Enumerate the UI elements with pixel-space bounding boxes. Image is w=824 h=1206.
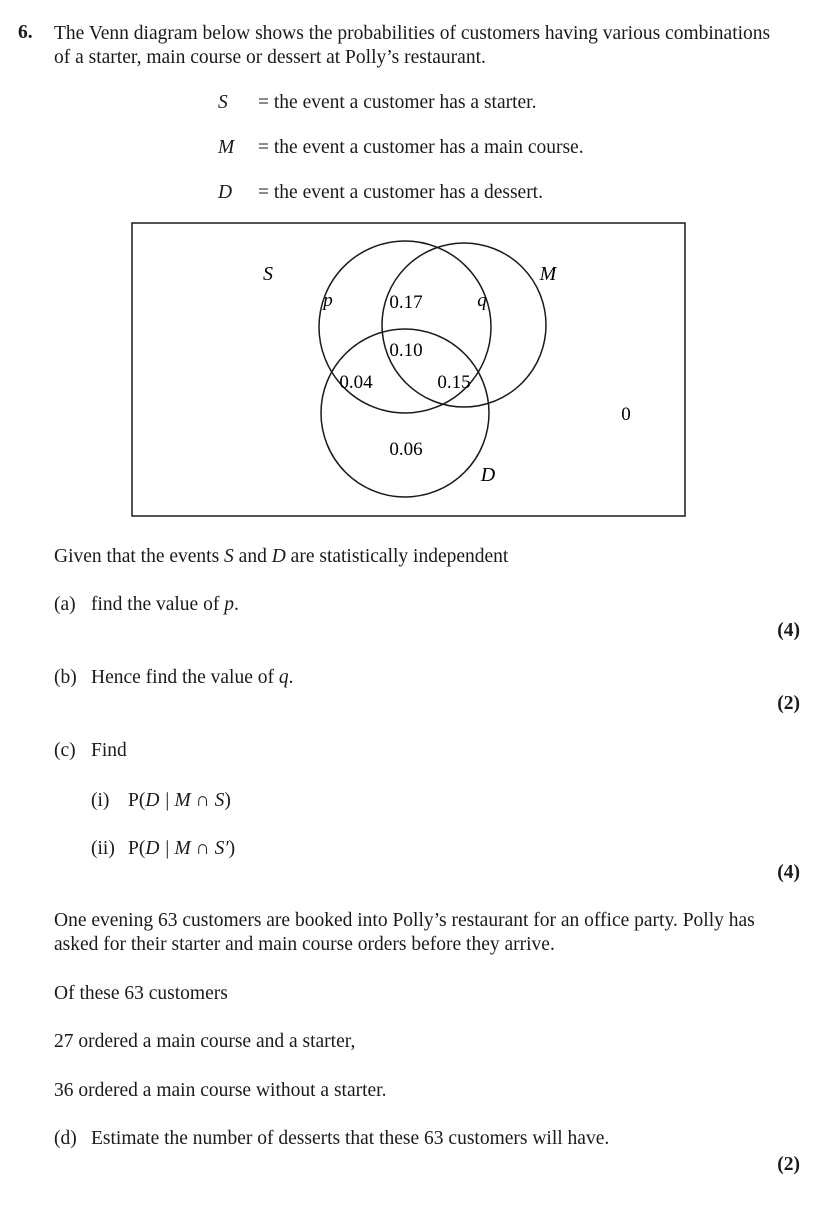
definition-symbol: D xyxy=(218,182,233,203)
label-d: D xyxy=(480,464,496,486)
part-c-i-post: ) xyxy=(224,790,231,811)
part-d xyxy=(54,1128,609,1150)
scenario-line-1: One evening 63 customers are booked into Polly’s restaurant for an office party. Polly has xyxy=(54,910,755,931)
definition-text: = the event a customer has a main course. xyxy=(258,137,584,158)
scenario-of-these: Of these 63 customers xyxy=(54,983,228,1004)
part-a-label: (a) xyxy=(54,594,76,615)
region-s-m-d: 0.10 xyxy=(389,340,423,361)
scenario-fact-2: 36 ordered a main course without a starter. xyxy=(54,1080,387,1101)
part-c-ii-pre: P( xyxy=(128,838,146,859)
definition-text: = the event a customer has a dessert. xyxy=(258,182,543,203)
part-b-var: q xyxy=(278,667,289,688)
part-d-text: Estimate the number of desserts that these 63 customers will have. xyxy=(91,1128,610,1149)
part-c-ii-expr: D | M ∩ S′ xyxy=(145,838,229,859)
question-number: 6. xyxy=(18,22,33,43)
region-s-only: p xyxy=(323,290,333,311)
definition-symbol: M xyxy=(218,137,235,158)
part-c-label: (c) xyxy=(54,740,76,761)
scenario-line-2: asked for their starter and main course orders before they arrive. xyxy=(54,934,555,955)
part-c-ii-label: (ii) xyxy=(91,838,115,859)
given-pre: Given that the events xyxy=(54,546,225,567)
region-s-d: 0.04 xyxy=(339,372,373,393)
part-c-i-label: (i) xyxy=(91,790,110,811)
part-c-ii xyxy=(91,838,235,860)
part-c-i xyxy=(91,790,231,812)
given-post: are statistically independent xyxy=(285,546,509,567)
intro-line-2: of a starter, main course or dessert at Polly’s restaurant. xyxy=(54,47,486,68)
part-b xyxy=(54,667,294,689)
region-outside: 0 xyxy=(621,404,631,425)
part-a-text: find the value of xyxy=(91,594,225,615)
scenario-fact-1: 27 ordered a main course and a starter, xyxy=(54,1031,356,1052)
part-a xyxy=(54,594,239,616)
part-c-i-expr: D | M ∩ S xyxy=(145,790,225,811)
region-m-only: q xyxy=(477,290,487,311)
part-c-marks: (4) xyxy=(777,862,800,883)
part-a-marks: (4) xyxy=(777,620,800,641)
part-c-i-pre: P( xyxy=(128,790,146,811)
region-s-m: 0.17 xyxy=(389,292,423,313)
part-d-label: (d) xyxy=(54,1128,77,1149)
sample-space-box xyxy=(132,223,685,516)
region-d-only: 0.06 xyxy=(389,439,423,460)
part-c xyxy=(54,740,127,762)
part-b-label: (b) xyxy=(54,667,77,688)
part-b-text: Hence find the value of xyxy=(91,667,279,688)
venn-diagram xyxy=(0,0,824,530)
intro-line-1: The Venn diagram below shows the probabilities of customers having various combinations xyxy=(54,23,771,44)
part-b-end: . xyxy=(288,667,294,688)
part-b-marks: (2) xyxy=(777,693,800,714)
given-event-s: S xyxy=(224,546,234,567)
part-c-text: Find xyxy=(91,740,127,761)
part-a-var: p xyxy=(224,594,234,615)
label-m: M xyxy=(539,263,557,285)
part-d-marks: (2) xyxy=(777,1154,800,1175)
part-c-ii-post: ) xyxy=(228,838,236,859)
given-mid: and xyxy=(233,546,272,567)
definition-text: = the event a customer has a starter. xyxy=(258,92,537,113)
given-statement xyxy=(54,546,508,568)
given-event-d: D xyxy=(271,546,286,567)
part-a-end: . xyxy=(233,594,239,615)
region-m-d: 0.15 xyxy=(437,372,471,393)
label-s: S xyxy=(263,263,273,285)
definition-symbol: S xyxy=(218,92,228,113)
